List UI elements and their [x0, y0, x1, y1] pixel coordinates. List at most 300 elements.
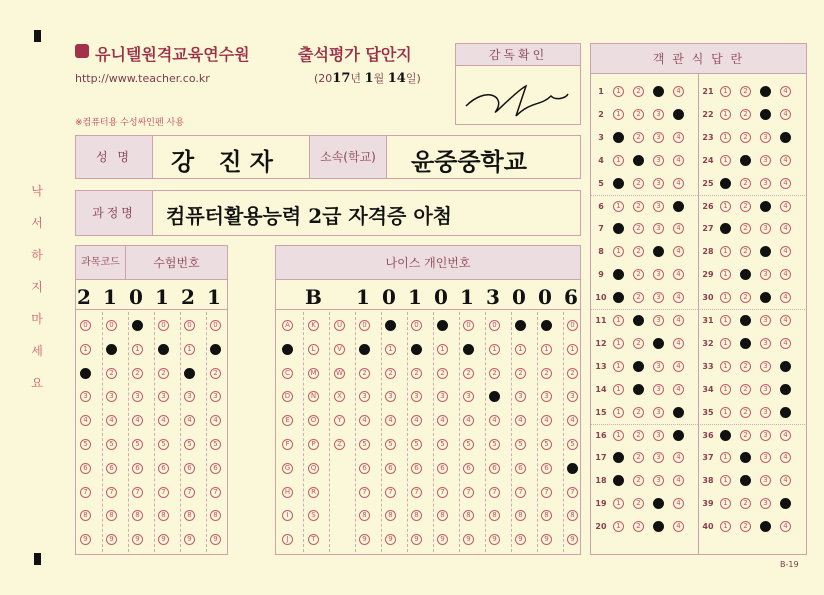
- nice-digit-bubble[interactable]: 0: [463, 320, 474, 331]
- answer-bubble[interactable]: 3: [653, 315, 664, 326]
- nice-digit-bubble[interactable]: 2: [515, 368, 526, 379]
- nice-letter-bubble[interactable]: D: [282, 391, 293, 402]
- nice-digit-bubble[interactable]: 7: [359, 487, 370, 498]
- nice-digit-bubble[interactable]: 2: [359, 368, 370, 379]
- nice-letter-bubble[interactable]: N: [308, 391, 319, 402]
- answer-bubble[interactable]: 1: [613, 498, 624, 509]
- answer-bubble[interactable]: [613, 178, 624, 189]
- answer-bubble[interactable]: [740, 338, 751, 349]
- nice-digit-bubble[interactable]: 0: [411, 320, 422, 331]
- nice-digit-bubble[interactable]: 1: [567, 344, 578, 355]
- subject-code-bubble[interactable]: 7: [106, 487, 117, 498]
- answer-bubble[interactable]: 4: [673, 223, 684, 234]
- answer-bubble[interactable]: [673, 109, 684, 120]
- answer-bubble[interactable]: [780, 384, 791, 395]
- answer-bubble[interactable]: 4: [673, 498, 684, 509]
- answer-bubble[interactable]: 1: [720, 338, 731, 349]
- nice-digit-bubble[interactable]: 3: [411, 391, 422, 402]
- answer-bubble[interactable]: 4: [780, 269, 791, 280]
- answer-bubble[interactable]: 4: [673, 246, 684, 257]
- nice-digit-bubble[interactable]: 7: [567, 487, 578, 498]
- nice-digit-bubble[interactable]: 3: [515, 391, 526, 402]
- answer-bubble[interactable]: 3: [653, 269, 664, 280]
- subject-code-bubble[interactable]: 0: [80, 320, 91, 331]
- answer-bubble[interactable]: 3: [760, 430, 771, 441]
- nice-digit-bubble[interactable]: 4: [567, 415, 578, 426]
- answer-bubble[interactable]: 4: [673, 338, 684, 349]
- exam-number-bubble[interactable]: 6: [132, 463, 143, 474]
- exam-number-bubble[interactable]: 0: [158, 320, 169, 331]
- subject-code-bubble[interactable]: 3: [80, 391, 91, 402]
- subject-code-bubble[interactable]: 9: [106, 534, 117, 545]
- answer-bubble[interactable]: 3: [653, 109, 664, 120]
- nice-digit-bubble[interactable]: 9: [541, 534, 552, 545]
- nice-digit-bubble[interactable]: 3: [463, 391, 474, 402]
- nice-digit-bubble[interactable]: 6: [541, 463, 552, 474]
- nice-digit-bubble[interactable]: 4: [359, 415, 370, 426]
- answer-bubble[interactable]: 3: [653, 223, 664, 234]
- nice-digit-bubble[interactable]: 6: [515, 463, 526, 474]
- nice-digit-bubble[interactable]: 4: [411, 415, 422, 426]
- answer-bubble[interactable]: 2: [740, 132, 751, 143]
- answer-bubble[interactable]: 3: [760, 498, 771, 509]
- exam-number-bubble[interactable]: 9: [184, 534, 195, 545]
- answer-bubble[interactable]: 3: [760, 223, 771, 234]
- answer-bubble[interactable]: 1: [720, 521, 731, 532]
- nice-digit-bubble[interactable]: 8: [463, 510, 474, 521]
- exam-number-bubble[interactable]: 8: [132, 510, 143, 521]
- nice-digit-bubble[interactable]: 6: [359, 463, 370, 474]
- answer-bubble[interactable]: 4: [673, 452, 684, 463]
- nice-digit-bubble[interactable]: 3: [385, 391, 396, 402]
- subject-code-bubble[interactable]: 1: [80, 344, 91, 355]
- exam-number-bubble[interactable]: 7: [132, 487, 143, 498]
- answer-bubble[interactable]: 2: [633, 86, 644, 97]
- nice-digit-bubble[interactable]: 2: [489, 368, 500, 379]
- nice-digit-bubble[interactable]: 5: [463, 439, 474, 450]
- nice-digit-bubble[interactable]: 5: [567, 439, 578, 450]
- answer-bubble[interactable]: 3: [760, 178, 771, 189]
- answer-bubble[interactable]: 1: [720, 384, 731, 395]
- answer-bubble[interactable]: 1: [613, 384, 624, 395]
- answer-bubble[interactable]: 1: [613, 521, 624, 532]
- exam-number-bubble[interactable]: [210, 344, 221, 355]
- nice-digit-bubble[interactable]: 7: [463, 487, 474, 498]
- nice-digit-bubble[interactable]: 3: [567, 391, 578, 402]
- nice-letter-bubble[interactable]: H: [282, 487, 293, 498]
- answer-bubble[interactable]: 1: [720, 155, 731, 166]
- answer-bubble[interactable]: 1: [720, 132, 731, 143]
- nice-digit-bubble[interactable]: 1: [515, 344, 526, 355]
- subject-code-bubble[interactable]: 6: [80, 463, 91, 474]
- nice-digit-bubble[interactable]: 2: [567, 368, 578, 379]
- answer-bubble[interactable]: 2: [633, 292, 644, 303]
- answer-bubble[interactable]: 3: [653, 430, 664, 441]
- nice-digit-bubble[interactable]: 9: [359, 534, 370, 545]
- answer-bubble[interactable]: 1: [613, 155, 624, 166]
- answer-bubble[interactable]: 1: [613, 361, 624, 372]
- answer-bubble[interactable]: 1: [720, 109, 731, 120]
- nice-digit-bubble[interactable]: 4: [489, 415, 500, 426]
- nice-digit-bubble[interactable]: 9: [567, 534, 578, 545]
- exam-number-bubble[interactable]: 2: [158, 368, 169, 379]
- nice-digit-bubble[interactable]: 4: [541, 415, 552, 426]
- nice-digit-bubble[interactable]: [437, 320, 448, 331]
- subject-code-bubble[interactable]: 2: [106, 368, 117, 379]
- answer-bubble[interactable]: 3: [760, 338, 771, 349]
- answer-bubble[interactable]: 4: [780, 155, 791, 166]
- nice-digit-bubble[interactable]: 8: [437, 510, 448, 521]
- answer-bubble[interactable]: 3: [653, 155, 664, 166]
- exam-number-bubble[interactable]: 3: [158, 391, 169, 402]
- nice-digit-bubble[interactable]: 7: [411, 487, 422, 498]
- subject-code-bubble[interactable]: 4: [80, 415, 91, 426]
- answer-bubble[interactable]: 1: [720, 269, 731, 280]
- answer-bubble[interactable]: 4: [780, 178, 791, 189]
- answer-bubble[interactable]: [673, 201, 684, 212]
- nice-letter-bubble[interactable]: I: [282, 510, 293, 521]
- subject-code-bubble[interactable]: 5: [80, 439, 91, 450]
- nice-letter-bubble[interactable]: Q: [308, 463, 319, 474]
- nice-digit-bubble[interactable]: 6: [437, 463, 448, 474]
- answer-bubble[interactable]: 2: [633, 269, 644, 280]
- answer-bubble[interactable]: 2: [633, 430, 644, 441]
- subject-code-bubble[interactable]: 8: [80, 510, 91, 521]
- exam-number-bubble[interactable]: 4: [184, 415, 195, 426]
- answer-bubble[interactable]: 2: [740, 246, 751, 257]
- exam-number-bubble[interactable]: 9: [132, 534, 143, 545]
- nice-digit-bubble[interactable]: 3: [541, 391, 552, 402]
- answer-bubble[interactable]: 1: [613, 246, 624, 257]
- nice-digit-bubble[interactable]: 7: [515, 487, 526, 498]
- nice-letter-bubble[interactable]: Y: [334, 415, 345, 426]
- answer-bubble[interactable]: 3: [760, 269, 771, 280]
- answer-bubble[interactable]: [780, 361, 791, 372]
- nice-digit-bubble[interactable]: 2: [463, 368, 474, 379]
- exam-number-bubble[interactable]: 2: [132, 368, 143, 379]
- answer-bubble[interactable]: 2: [740, 407, 751, 418]
- answer-bubble[interactable]: 3: [760, 132, 771, 143]
- nice-digit-bubble[interactable]: [385, 320, 396, 331]
- answer-bubble[interactable]: 2: [740, 361, 751, 372]
- subject-code-bubble[interactable]: 5: [106, 439, 117, 450]
- answer-bubble[interactable]: 3: [653, 132, 664, 143]
- nice-letter-bubble[interactable]: C: [282, 368, 293, 379]
- exam-number-bubble[interactable]: 0: [210, 320, 221, 331]
- nice-letter-bubble[interactable]: L: [308, 344, 319, 355]
- answer-bubble[interactable]: [673, 407, 684, 418]
- exam-number-bubble[interactable]: 4: [158, 415, 169, 426]
- answer-bubble[interactable]: [633, 315, 644, 326]
- nice-digit-bubble[interactable]: 1: [385, 344, 396, 355]
- nice-digit-bubble[interactable]: 4: [515, 415, 526, 426]
- exam-number-bubble[interactable]: 6: [158, 463, 169, 474]
- answer-bubble[interactable]: 1: [720, 452, 731, 463]
- nice-letter-bubble[interactable]: Z: [334, 439, 345, 450]
- nice-letter-bubble[interactable]: T: [308, 534, 319, 545]
- exam-number-bubble[interactable]: 0: [184, 320, 195, 331]
- nice-letter-bubble[interactable]: E: [282, 415, 293, 426]
- nice-digit-bubble[interactable]: 5: [541, 439, 552, 450]
- answer-bubble[interactable]: 1: [720, 498, 731, 509]
- answer-bubble[interactable]: 3: [760, 384, 771, 395]
- answer-bubble[interactable]: 2: [740, 178, 751, 189]
- nice-digit-bubble[interactable]: 6: [489, 463, 500, 474]
- answer-bubble[interactable]: 1: [613, 315, 624, 326]
- answer-bubble[interactable]: 4: [780, 86, 791, 97]
- nice-digit-bubble[interactable]: [411, 344, 422, 355]
- exam-number-bubble[interactable]: 8: [210, 510, 221, 521]
- answer-bubble[interactable]: 3: [760, 155, 771, 166]
- answer-bubble[interactable]: 1: [720, 246, 731, 257]
- answer-bubble[interactable]: 1: [720, 361, 731, 372]
- answer-bubble[interactable]: [653, 86, 664, 97]
- nice-digit-bubble[interactable]: [567, 463, 578, 474]
- nice-digit-bubble[interactable]: 8: [385, 510, 396, 521]
- nice-digit-bubble[interactable]: 5: [489, 439, 500, 450]
- answer-bubble[interactable]: 4: [673, 178, 684, 189]
- answer-bubble[interactable]: 3: [653, 292, 664, 303]
- nice-digit-bubble[interactable]: 9: [515, 534, 526, 545]
- nice-digit-bubble[interactable]: 3: [437, 391, 448, 402]
- nice-digit-bubble[interactable]: 2: [411, 368, 422, 379]
- nice-digit-bubble[interactable]: 8: [489, 510, 500, 521]
- answer-bubble[interactable]: [760, 201, 771, 212]
- nice-digit-bubble[interactable]: 8: [411, 510, 422, 521]
- answer-bubble[interactable]: [780, 407, 791, 418]
- subject-code-bubble[interactable]: 4: [106, 415, 117, 426]
- nice-digit-bubble[interactable]: 1: [489, 344, 500, 355]
- answer-bubble[interactable]: 4: [673, 521, 684, 532]
- nice-digit-bubble[interactable]: 4: [437, 415, 448, 426]
- nice-digit-bubble[interactable]: 6: [411, 463, 422, 474]
- subject-code-bubble[interactable]: 8: [106, 510, 117, 521]
- answer-bubble[interactable]: 3: [760, 452, 771, 463]
- answer-bubble[interactable]: 2: [633, 109, 644, 120]
- exam-number-bubble[interactable]: 5: [158, 439, 169, 450]
- nice-digit-bubble[interactable]: 7: [437, 487, 448, 498]
- answer-bubble[interactable]: 2: [633, 338, 644, 349]
- answer-bubble[interactable]: 4: [673, 292, 684, 303]
- nice-digit-bubble[interactable]: 8: [359, 510, 370, 521]
- answer-bubble[interactable]: 2: [633, 132, 644, 143]
- nice-digit-bubble[interactable]: 3: [359, 391, 370, 402]
- exam-number-bubble[interactable]: 4: [132, 415, 143, 426]
- nice-digit-bubble[interactable]: 8: [541, 510, 552, 521]
- answer-bubble[interactable]: 1: [720, 475, 731, 486]
- nice-digit-bubble[interactable]: 7: [489, 487, 500, 498]
- answer-bubble[interactable]: 1: [720, 86, 731, 97]
- nice-letter-bubble[interactable]: O: [308, 415, 319, 426]
- answer-bubble[interactable]: 3: [760, 361, 771, 372]
- nice-letter-bubble[interactable]: G: [282, 463, 293, 474]
- nice-digit-bubble[interactable]: 5: [359, 439, 370, 450]
- answer-bubble[interactable]: 3: [653, 384, 664, 395]
- answer-bubble[interactable]: 4: [673, 155, 684, 166]
- exam-number-bubble[interactable]: 7: [184, 487, 195, 498]
- exam-number-bubble[interactable]: 3: [184, 391, 195, 402]
- answer-bubble[interactable]: 2: [740, 430, 751, 441]
- answer-bubble[interactable]: 2: [633, 223, 644, 234]
- answer-bubble[interactable]: 1: [613, 201, 624, 212]
- answer-bubble[interactable]: 2: [633, 498, 644, 509]
- subject-code-bubble[interactable]: 6: [106, 463, 117, 474]
- exam-number-bubble[interactable]: [158, 344, 169, 355]
- nice-letter-bubble[interactable]: K: [308, 320, 319, 331]
- answer-bubble[interactable]: 4: [780, 521, 791, 532]
- nice-letter-bubble[interactable]: X: [334, 391, 345, 402]
- answer-bubble[interactable]: [740, 155, 751, 166]
- exam-number-bubble[interactable]: 1: [184, 344, 195, 355]
- answer-bubble[interactable]: 4: [673, 269, 684, 280]
- answer-bubble[interactable]: [633, 384, 644, 395]
- nice-digit-bubble[interactable]: [541, 320, 552, 331]
- answer-bubble[interactable]: 3: [653, 178, 664, 189]
- answer-bubble[interactable]: 3: [653, 201, 664, 212]
- nice-letter-bubble[interactable]: M: [308, 368, 319, 379]
- answer-bubble[interactable]: 4: [780, 338, 791, 349]
- answer-bubble[interactable]: 2: [740, 498, 751, 509]
- nice-digit-bubble[interactable]: 1: [541, 344, 552, 355]
- nice-letter-bubble[interactable]: J: [282, 534, 293, 545]
- answer-bubble[interactable]: [720, 178, 731, 189]
- nice-digit-bubble[interactable]: 5: [385, 439, 396, 450]
- answer-bubble[interactable]: 4: [780, 223, 791, 234]
- answer-bubble[interactable]: 2: [740, 384, 751, 395]
- exam-number-bubble[interactable]: 3: [210, 391, 221, 402]
- nice-digit-bubble[interactable]: 0: [567, 320, 578, 331]
- nice-digit-bubble[interactable]: 5: [411, 439, 422, 450]
- answer-bubble[interactable]: 4: [673, 86, 684, 97]
- answer-bubble[interactable]: 4: [780, 201, 791, 212]
- nice-digit-bubble[interactable]: 2: [385, 368, 396, 379]
- nice-digit-bubble[interactable]: 5: [515, 439, 526, 450]
- nice-digit-bubble[interactable]: 8: [567, 510, 578, 521]
- nice-digit-bubble[interactable]: 0: [359, 320, 370, 331]
- answer-bubble[interactable]: 2: [740, 223, 751, 234]
- subject-code-bubble[interactable]: 0: [106, 320, 117, 331]
- nice-digit-bubble[interactable]: 2: [541, 368, 552, 379]
- subject-code-bubble[interactable]: 7: [80, 487, 91, 498]
- exam-number-bubble[interactable]: 6: [210, 463, 221, 474]
- exam-number-bubble[interactable]: 2: [210, 368, 221, 379]
- nice-digit-bubble[interactable]: 5: [437, 439, 448, 450]
- answer-bubble[interactable]: [740, 315, 751, 326]
- exam-number-bubble[interactable]: [132, 320, 143, 331]
- answer-bubble[interactable]: 2: [633, 246, 644, 257]
- answer-bubble[interactable]: 4: [673, 475, 684, 486]
- answer-bubble[interactable]: [613, 132, 624, 143]
- nice-digit-bubble[interactable]: 9: [385, 534, 396, 545]
- answer-bubble[interactable]: 1: [613, 407, 624, 418]
- answer-bubble[interactable]: 2: [740, 86, 751, 97]
- answer-bubble[interactable]: 4: [673, 384, 684, 395]
- nice-letter-bubble[interactable]: A: [282, 320, 293, 331]
- exam-number-bubble[interactable]: 1: [132, 344, 143, 355]
- answer-bubble[interactable]: 4: [673, 315, 684, 326]
- exam-number-bubble[interactable]: 9: [158, 534, 169, 545]
- answer-bubble[interactable]: 2: [740, 201, 751, 212]
- answer-bubble[interactable]: [633, 155, 644, 166]
- answer-bubble[interactable]: 4: [780, 475, 791, 486]
- nice-letter-bubble[interactable]: R: [308, 487, 319, 498]
- nice-digit-bubble[interactable]: 2: [437, 368, 448, 379]
- answer-bubble[interactable]: 4: [780, 246, 791, 257]
- nice-digit-bubble[interactable]: 6: [385, 463, 396, 474]
- answer-bubble[interactable]: 3: [760, 407, 771, 418]
- nice-digit-bubble[interactable]: 9: [437, 534, 448, 545]
- nice-digit-bubble[interactable]: 9: [463, 534, 474, 545]
- nice-digit-bubble[interactable]: 4: [463, 415, 474, 426]
- answer-bubble[interactable]: 1: [613, 338, 624, 349]
- answer-bubble[interactable]: [780, 132, 791, 143]
- answer-bubble[interactable]: 1: [613, 86, 624, 97]
- answer-bubble[interactable]: [633, 361, 644, 372]
- answer-bubble[interactable]: 3: [760, 475, 771, 486]
- answer-bubble[interactable]: [653, 338, 664, 349]
- answer-bubble[interactable]: 2: [740, 292, 751, 303]
- nice-digit-bubble[interactable]: [463, 344, 474, 355]
- answer-bubble[interactable]: 2: [633, 201, 644, 212]
- answer-bubble[interactable]: 2: [633, 452, 644, 463]
- answer-bubble[interactable]: 1: [613, 430, 624, 441]
- answer-bubble[interactable]: [720, 430, 731, 441]
- answer-bubble[interactable]: 3: [653, 475, 664, 486]
- exam-number-bubble[interactable]: 4: [210, 415, 221, 426]
- answer-bubble[interactable]: 1: [613, 109, 624, 120]
- nice-digit-bubble[interactable]: 9: [489, 534, 500, 545]
- nice-digit-bubble[interactable]: 6: [463, 463, 474, 474]
- subject-code-bubble[interactable]: [80, 368, 91, 379]
- nice-digit-bubble[interactable]: [515, 320, 526, 331]
- nice-letter-bubble[interactable]: F: [282, 439, 293, 450]
- answer-bubble[interactable]: 4: [780, 430, 791, 441]
- answer-bubble[interactable]: 2: [740, 521, 751, 532]
- nice-letter-bubble[interactable]: S: [308, 510, 319, 521]
- answer-bubble[interactable]: 1: [720, 315, 731, 326]
- nice-digit-bubble[interactable]: 4: [385, 415, 396, 426]
- exam-number-bubble[interactable]: 7: [210, 487, 221, 498]
- nice-digit-bubble[interactable]: [359, 344, 370, 355]
- answer-bubble[interactable]: 1: [720, 201, 731, 212]
- answer-bubble[interactable]: 1: [720, 292, 731, 303]
- answer-bubble[interactable]: 2: [633, 521, 644, 532]
- nice-letter-bubble[interactable]: V: [334, 344, 345, 355]
- exam-number-bubble[interactable]: 9: [210, 534, 221, 545]
- exam-number-bubble[interactable]: 8: [158, 510, 169, 521]
- nice-digit-bubble[interactable]: 7: [385, 487, 396, 498]
- subject-code-bubble[interactable]: [106, 344, 117, 355]
- exam-number-bubble[interactable]: 5: [132, 439, 143, 450]
- answer-bubble[interactable]: 2: [633, 407, 644, 418]
- answer-bubble[interactable]: 4: [780, 292, 791, 303]
- exam-number-bubble[interactable]: 5: [210, 439, 221, 450]
- nice-digit-bubble[interactable]: 8: [515, 510, 526, 521]
- answer-bubble[interactable]: 4: [673, 361, 684, 372]
- answer-bubble[interactable]: 2: [633, 178, 644, 189]
- answer-bubble[interactable]: 4: [780, 109, 791, 120]
- answer-bubble[interactable]: 3: [653, 361, 664, 372]
- answer-bubble[interactable]: 4: [780, 452, 791, 463]
- exam-number-bubble[interactable]: 5: [184, 439, 195, 450]
- subject-code-bubble[interactable]: 9: [80, 534, 91, 545]
- nice-letter-bubble[interactable]: U: [334, 320, 345, 331]
- exam-number-bubble[interactable]: 6: [184, 463, 195, 474]
- answer-bubble[interactable]: 3: [653, 452, 664, 463]
- nice-digit-bubble[interactable]: 7: [541, 487, 552, 498]
- nice-digit-bubble[interactable]: 0: [489, 320, 500, 331]
- exam-number-bubble[interactable]: 7: [158, 487, 169, 498]
